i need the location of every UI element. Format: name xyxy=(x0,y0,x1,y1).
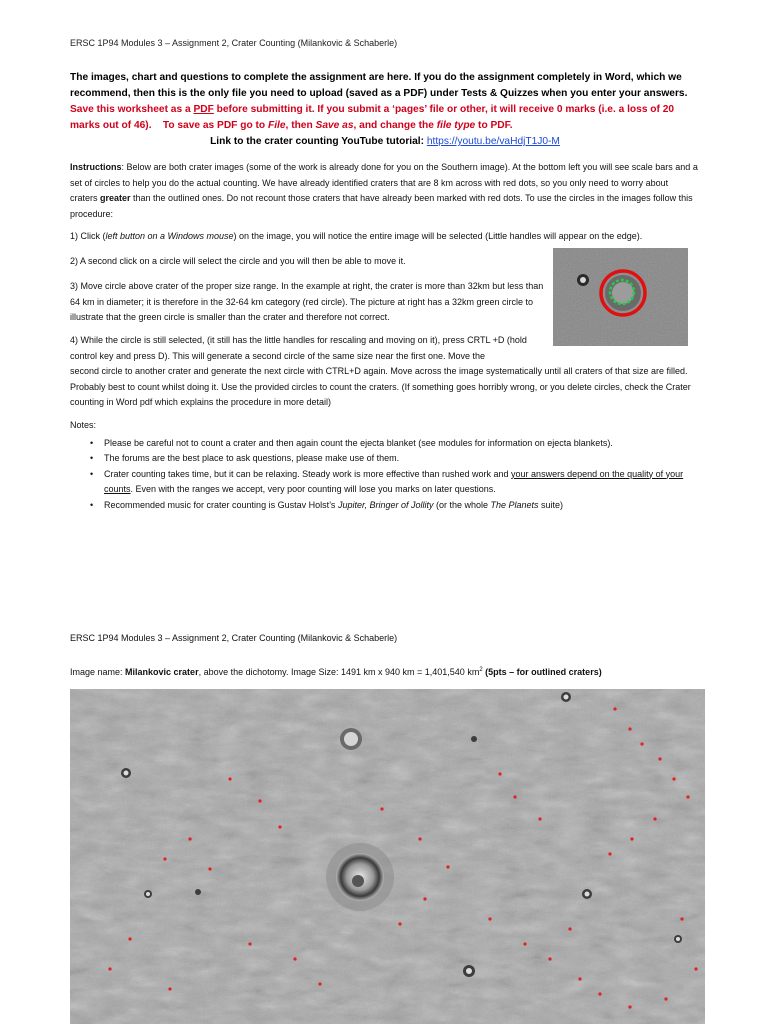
milankovic-crater-image[interactable] xyxy=(70,689,705,1024)
small-crater xyxy=(674,935,682,943)
example-crater-image[interactable] xyxy=(553,248,688,346)
medium-crater xyxy=(340,728,362,750)
notes-section xyxy=(70,418,710,513)
tutorial-link-line: Link to the crater counting YouTube tutorial: https://youtu.be/vaHdjT1J0-M xyxy=(210,136,560,147)
step-4-part-a: 4) While the circle is still selected, (it still has the little handles for rescaling and moving on it), press CRTL +D (hold control key and press D). This will generate a second circle of the same size near the first one. Move the xyxy=(70,335,527,361)
example-crater-svg xyxy=(553,248,688,346)
page-header: ERSC 1P94 Modules 3 – Assignment 2, Crater Counting (Milankovic & Schaberle) xyxy=(70,38,398,48)
note-item: • Crater counting takes time, but it can be relaxing. Steady work is more effective than rushed work and your answers depend on the quality of your counts. Even with the ranges we accept, very poor counting will lose you marks on later questions. xyxy=(70,467,710,498)
large-crater xyxy=(326,843,394,911)
intro-block xyxy=(70,70,700,150)
warning-text: Save this worksheet as a PDF before submitting it. If you submit a ‘pages’ file or other, it will receive 0 marks (i.e. a loss of 20 marks out of 46). xyxy=(70,104,675,131)
small-crater xyxy=(561,692,571,702)
section2-header: ERSC 1P94 Modules 3 – Assignment 2, Crater Counting (Milankovic & Schaberle) xyxy=(70,633,398,643)
small-crater xyxy=(582,889,592,899)
notes-list xyxy=(70,436,710,514)
step-2: 2) A second click on a circle will select the circle and you will then be able to move it. xyxy=(70,256,406,266)
instructions-paragraph: Instructions: Below are both crater images (some of the work is already done for you on the Southern image). At the bottom left you will see scale bars and a set of circles to help you do the actual counting. We have already identified craters that are 8 km across with red dots, so you only need to worry about craters greater than the outlined ones. Do not recount those craters that have already been marked with red dots. To use the circles in the images follow this procedure: xyxy=(70,162,698,219)
step-4-part-b: second circle to another crater and generate the next circle with CTRL+D again. Move across the image systematically until all craters of that size are filled. Probably best to count whilst doing it. Use the provided circles to count the craters. (If something goes horribly wrong, or you delete circles, check the Crater counting in Word pdf which explains the procedure in more detail) xyxy=(70,366,691,407)
image-name-line: Image name: Milankovic crater, above the dichotomy. Image Size: 1491 km x 940 km = 1,401,540 $km^2$ (5pts – for outlined craters) xyxy=(70,667,602,677)
small-crater xyxy=(144,890,152,898)
notes-label: Notes: xyxy=(70,420,97,430)
note-item: • Recommended music for crater counting is Gustav Holst’s Jupiter, Bringer of Jollity (or the whole The Planets suite) xyxy=(70,498,710,514)
crater-field-svg xyxy=(70,689,705,1024)
small-crater xyxy=(121,768,131,778)
step-1: 1) Click (left button on a Windows mouse) on the image, you will notice the entire image will be selected (Little handles will appear on the edge). xyxy=(70,231,643,241)
step-3: 3) Move circle above crater of the proper size range. In the example at right, the crater is more than 32km but less than 64 km in diameter; it is therefore in the 32-64 km category (red circle). The picture at right has a 32km green circle to illustrate that the green circle is smaller than the crater and therefore not correct. xyxy=(70,281,544,322)
small-crater xyxy=(463,965,475,977)
small-crater xyxy=(195,889,201,895)
note-item: • The forums are the best place to ask questions, please make use of them. xyxy=(70,451,710,467)
note-item: • Please be careful not to count a crater and then again count the ejecta blanket (see modules for information on ejecta blankets). xyxy=(70,436,710,452)
tutorial-link[interactable]: https://youtu.be/vaHdjT1J0-M xyxy=(426,136,560,147)
small-crater xyxy=(471,736,477,742)
save-instructions: To save as PDF go to File, then Save as, and change the file type to PDF. xyxy=(162,120,513,131)
intro-text: The images, chart and questions to complete the assignment are here. If you do the assignment completely in Word, which we recommend, then this is the only file you need to upload (saved as a PDF) under Tests & Quizzes when you enter your answers. xyxy=(70,72,688,99)
